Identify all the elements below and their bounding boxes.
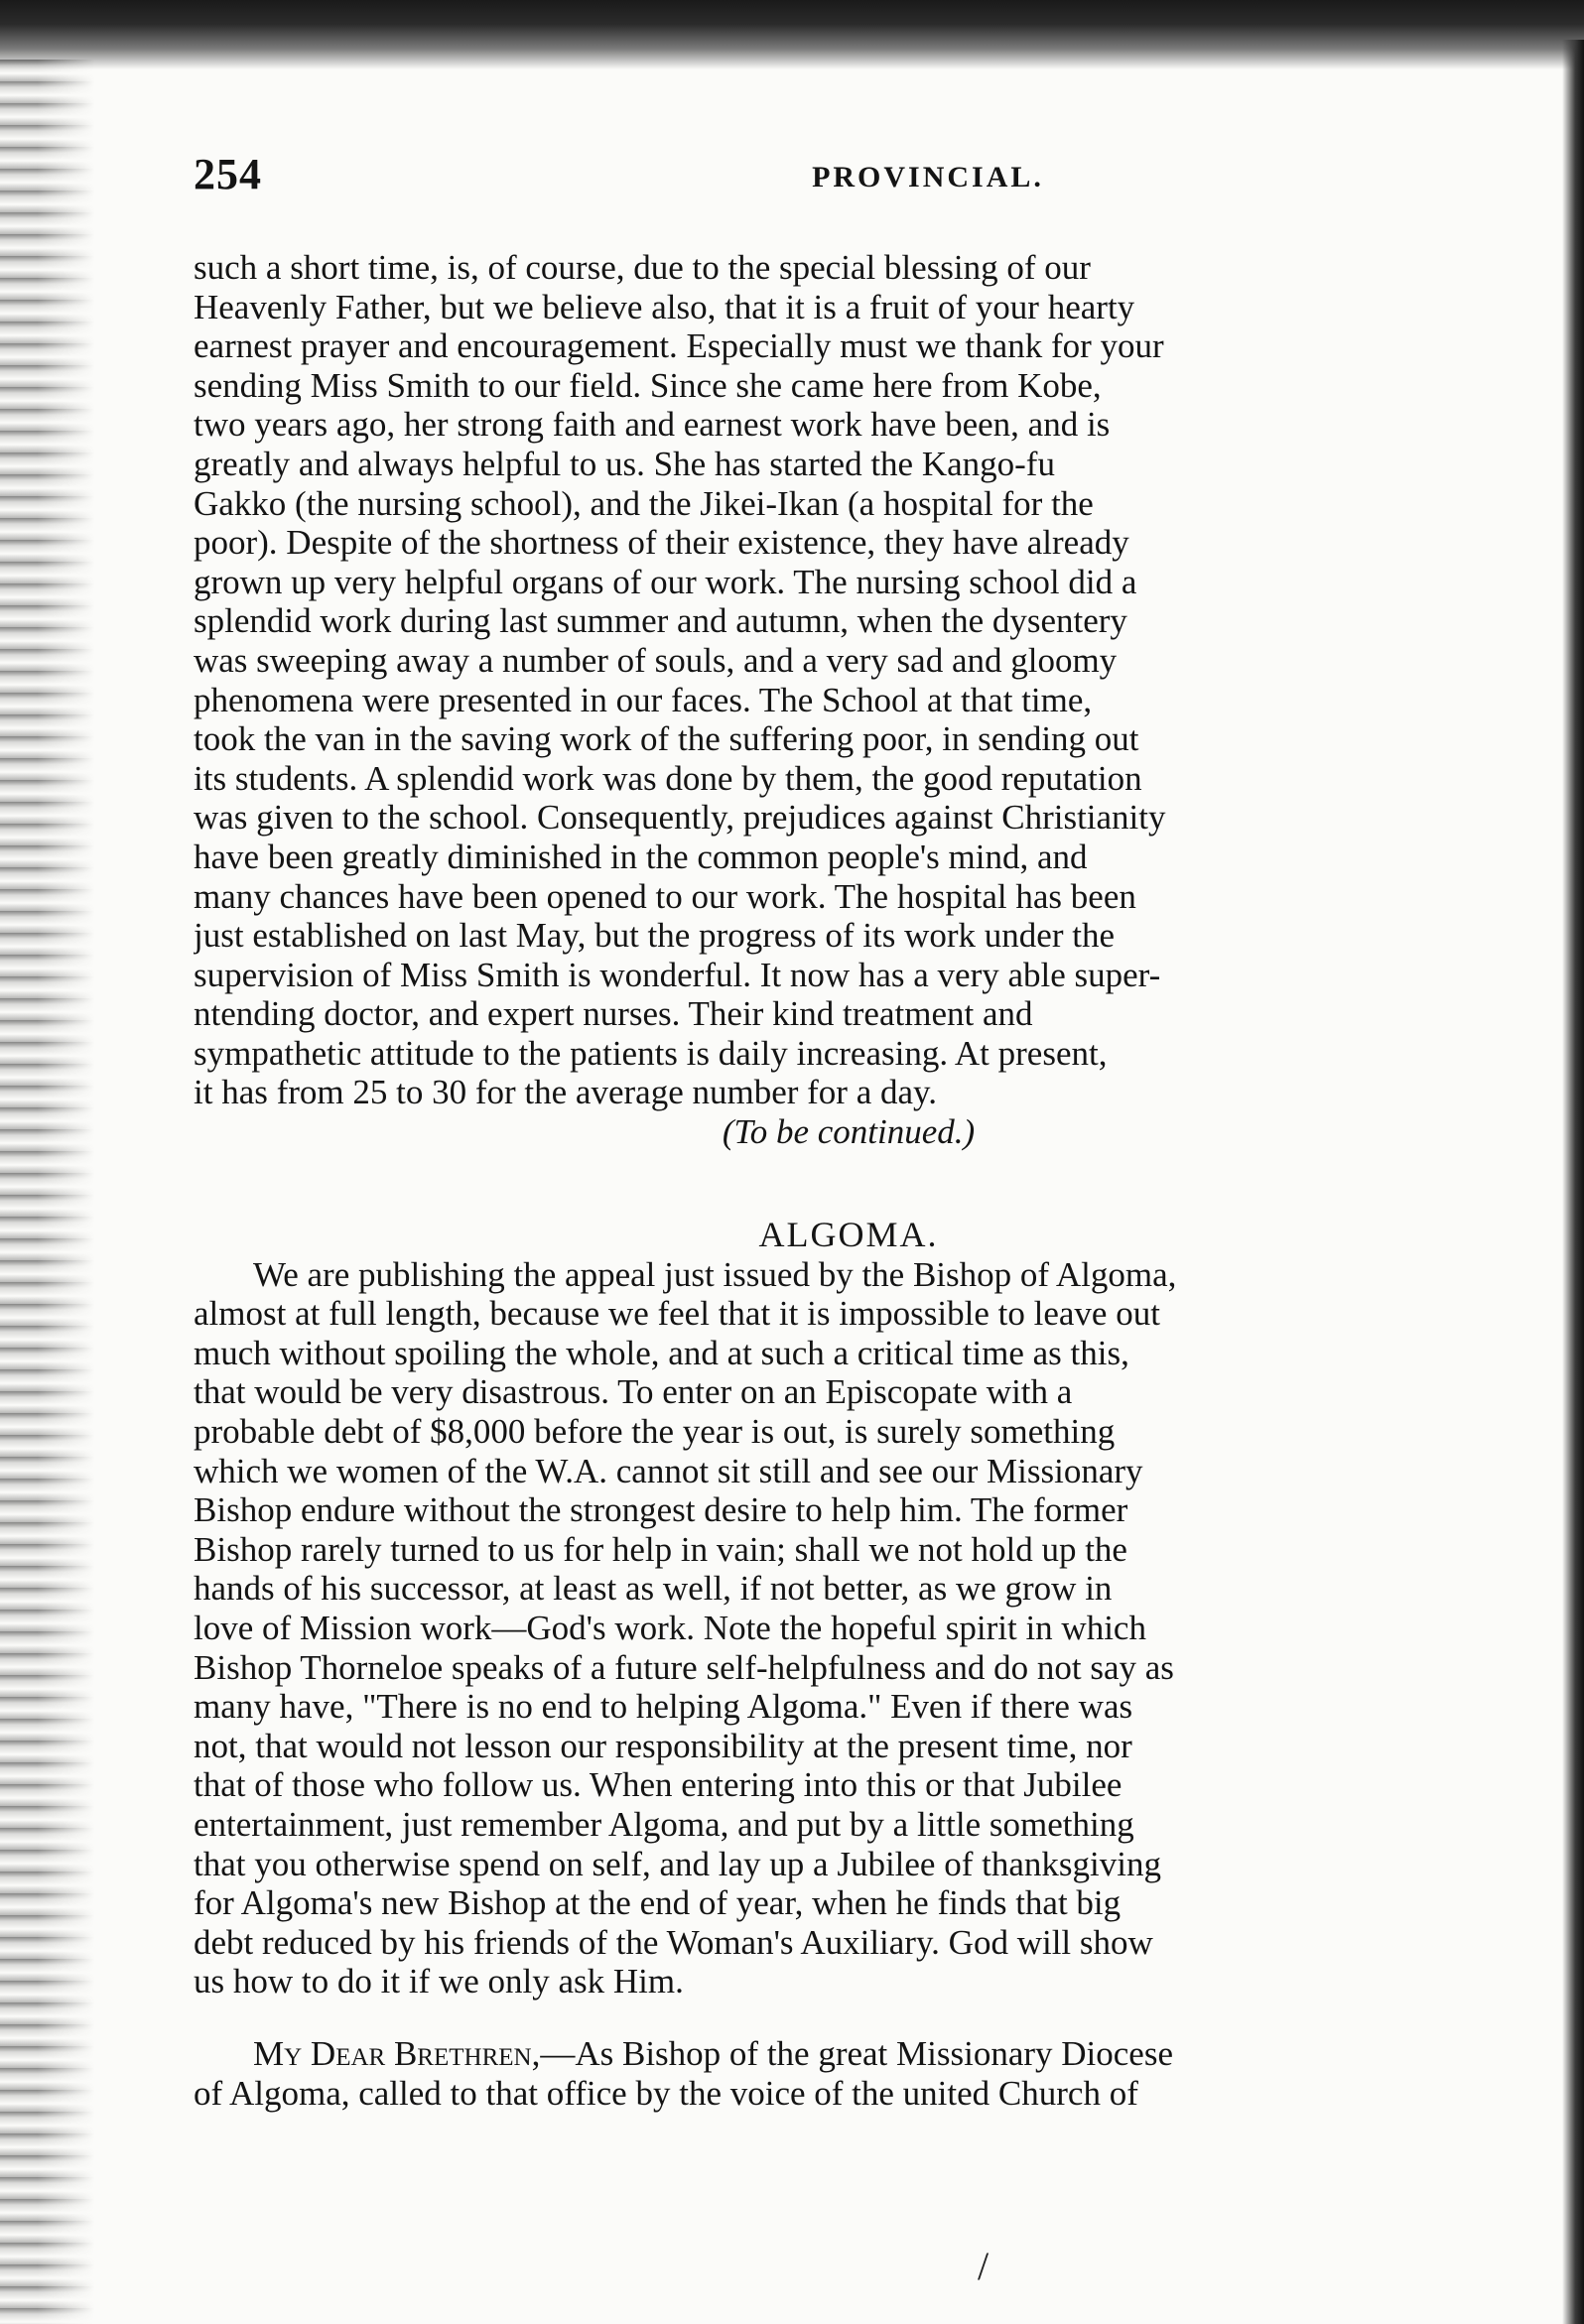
text-line: ntending doctor, and expert nurses. Their kind treatment and (194, 994, 1033, 1034)
text-line: it has from 25 to 30 for the average number for a day. (194, 1073, 937, 1112)
text-line: much without spoiling the whole, and at such a critical time as this, (194, 1333, 1129, 1372)
algoma-article (194, 1216, 1504, 2001)
text-line: Gakko (the nursing school), and the Jikei-Ikan (a hospital for the (194, 483, 1094, 523)
text-line (194, 326, 1504, 366)
to-be-continued: (To be continued.) (722, 1112, 976, 1152)
text-line: of Algoma, called to that office by the voice of the united Church of (194, 2073, 1138, 2113)
scan-border-right (1562, 40, 1584, 2324)
running-title: PROVINCIAL. (812, 161, 1044, 194)
continued-article (194, 248, 1504, 1152)
text-line: just established on last May, but the progress of its work under the (194, 916, 1115, 956)
text-line: was given to the school. Consequently, prejudices against Christianity (194, 798, 1166, 838)
text-line: supervision of Miss Smith is wonderful. It now has a very able super- (194, 955, 1161, 994)
text-line: was sweeping away a number of souls, and a very sad and gloomy (194, 640, 1118, 680)
text-line: two years ago, her strong faith and earnest work have been, and is (194, 405, 1111, 445)
text-line: which we women of the W.A. cannot sit still and see our Missionary (194, 1451, 1143, 1490)
section-heading: ALGOMA. (758, 1216, 939, 1254)
text-line: many chances have been opened to our work. The hospital has been (194, 876, 1136, 916)
page-header (194, 149, 1504, 208)
text-line: sending Miss Smith to our field. Since she came here from Kobe, (194, 365, 1102, 405)
text-line: almost at full length, because we feel that it is impossible to leave out (194, 1294, 1160, 1334)
text-line: took the van in the saving work of the suffering poor, in sending out (194, 719, 1139, 759)
text-line: for Algoma's new Bishop at the end of year, when he finds that big (194, 1883, 1122, 1923)
text-line: Bishop endure without the strongest desire to help him. The former (194, 1490, 1128, 1530)
text-line: splendid work during last summer and autumn, when the dysentery (194, 601, 1127, 641)
scan-mark: / (978, 2244, 990, 2288)
text-line: that of those who follow us. When entering into this or that Jubilee (194, 1765, 1122, 1805)
text-line: that you otherwise spend on self, and lay up a Jubilee of thanksgiving (194, 1844, 1161, 1883)
text-line: greatly and always helpful to us. She has started the Kango-fu (194, 444, 1055, 483)
text-line: entertainment, just remember Algoma, and put by a little something (194, 1804, 1134, 1844)
text-line: probable debt of $8,000 before the year is out, is surely something (194, 1411, 1116, 1451)
scan-border-top (0, 0, 1584, 69)
text-line (194, 2034, 1504, 2074)
text-line: not, that would not lesson our responsibility at the present time, nor (194, 1726, 1132, 1765)
text-line: us how to do it if we only ask Him. (194, 1962, 684, 2001)
text-line: its students. A splendid work was done by them, the good reputation (194, 758, 1142, 798)
bishop-letter (194, 2034, 1504, 2113)
text-line-part: —As Bishop of the great Missionary Diocese (540, 2034, 1174, 2073)
text-line: many have, "There is no end to helping Algoma." Even if there was (194, 1687, 1133, 1727)
text-line: such a short time, is, of course, due to the special blessing of our (194, 248, 1091, 287)
text-line: Heavenly Father, but we believe also, that it is a fruit of your hearty (194, 287, 1135, 326)
text-line: that would be very disastrous. To enter on an Episcopate with a (194, 1372, 1073, 1412)
letter-salutation: My Dear Brethren, (253, 2034, 541, 2073)
text-line: grown up very helpful organs of our work. The nursing school did a (194, 562, 1137, 601)
text-line: Bishop rarely turned to us for help in vain; shall we not hold up the (194, 1529, 1127, 1569)
text-line: sympathetic attitude to the patients is daily increasing. At present, (194, 1033, 1108, 1073)
text-line: We are publishing the appeal just issued by the Bishop of Algoma, (253, 1254, 1177, 1294)
text-line: poor). Despite of the shortness of their existence, they have already (194, 523, 1129, 563)
text-line: debt reduced by his friends of the Woman's Auxiliary. God will show (194, 1922, 1153, 1962)
text-line: hands of his successor, at least as well, if not better, as we grow in (194, 1569, 1113, 1609)
text-line: phenomena were presented in our faces. The School at that time, (194, 680, 1093, 719)
text-line: have been greatly diminished in the common people's mind, and (194, 837, 1088, 876)
page-number: 254 (194, 150, 262, 198)
text-line: love of Mission work—God's work. Note the hopeful spirit in which (194, 1608, 1146, 1647)
scan-border-left (0, 60, 94, 2324)
text-line: Bishop Thorneloe speaks of a future self-helpfulness and do not say as (194, 1647, 1174, 1687)
text-line-part: earnest prayer and encouragement. Especially must we thank for your (194, 326, 1164, 366)
